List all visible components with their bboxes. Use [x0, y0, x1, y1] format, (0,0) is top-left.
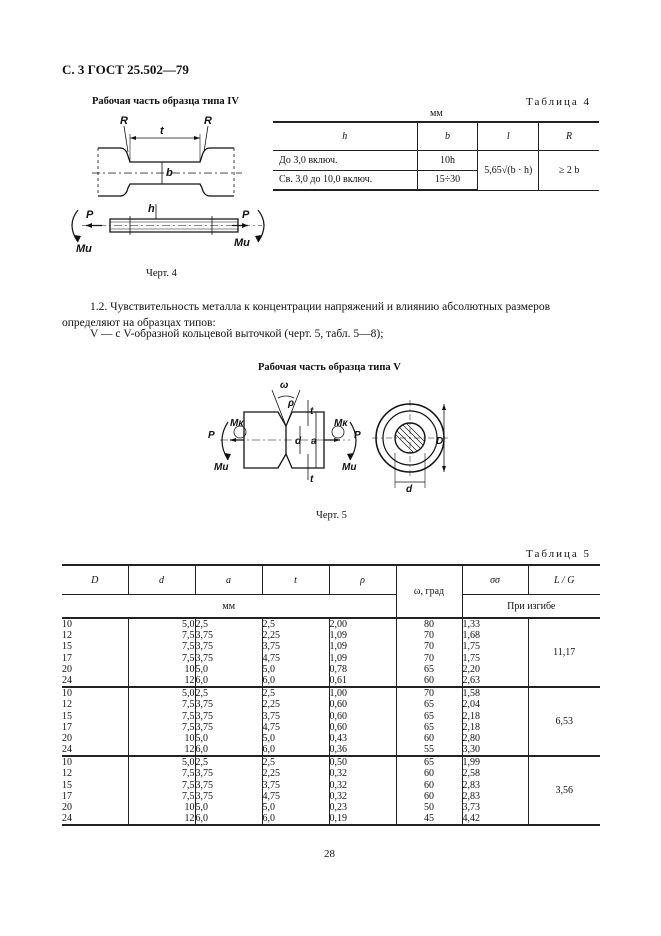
table-cell: 3,75 — [262, 779, 280, 791]
table5-group-2-a — [195, 687, 262, 756]
table5-group-2-d — [128, 687, 195, 756]
fig4-title: Рабочая часть образца типа IV — [92, 96, 239, 107]
table-cell: 60 — [424, 732, 434, 744]
table-cell: 80 — [424, 619, 434, 630]
table-cell: 15 — [62, 779, 72, 791]
fig5-label-mi1: Mи — [214, 462, 229, 473]
fig5-label-D: D — [436, 436, 444, 447]
table-cell: 10 — [62, 619, 72, 630]
fig4-label-t: t — [160, 125, 164, 137]
table-cell: 1,33 — [462, 619, 480, 630]
table-cell: 7,5 — [182, 790, 195, 802]
table-cell: 3,75 — [195, 768, 213, 780]
table-cell: 60 — [424, 790, 434, 802]
table5-group-3-d — [128, 756, 195, 825]
fig5-label-mi2: Mи — [342, 462, 357, 473]
table5-header-d: d — [128, 565, 195, 595]
fig4-caption: Черт. 4 — [146, 268, 177, 279]
table5-group-2-omega — [396, 687, 462, 756]
fig5-label-d: d — [295, 436, 302, 447]
table-cell: 0,43 — [329, 732, 347, 744]
table-cell: 2,18 — [462, 721, 480, 733]
table4-title: Таблица 4 — [526, 96, 592, 108]
fig4-label-r2: R — [204, 115, 212, 127]
table5-header-rho: ρ — [329, 565, 396, 595]
table-cell: 70 — [424, 630, 434, 642]
table-cell: 7,5 — [182, 779, 195, 791]
table-cell: 0,19 — [329, 813, 347, 825]
paragraph-type-v: V — с V-образной кольцевой выточкой (черт. 5, табл. 5—8); — [90, 328, 384, 340]
table-cell: 3,75 — [195, 630, 213, 642]
fig5-label-t1: t — [310, 406, 314, 417]
table5-group-1-rho — [329, 618, 396, 687]
table-cell: 5,0 — [195, 732, 208, 744]
fig4-label-b: b — [166, 167, 173, 179]
table4-row2-h: Св. 3,0 до 10,0 включ. — [273, 170, 417, 190]
table5-header-D: D — [62, 565, 128, 595]
table-cell: 17 — [62, 652, 72, 664]
fig5-label-omega: ω — [280, 380, 289, 391]
table-cell: 7,5 — [182, 721, 195, 733]
table-cell: 24 — [62, 674, 72, 686]
table-cell: 3,75 — [195, 710, 213, 722]
table-cell: 5,0 — [195, 663, 208, 675]
table5-header-t: t — [262, 565, 329, 595]
table-cell: 12 — [62, 699, 72, 711]
table5-unit-bend: При изгибе — [462, 595, 600, 619]
table5-group-1-sigma — [462, 618, 528, 687]
table-cell: 60 — [424, 674, 434, 686]
table-cell: 70 — [424, 641, 434, 653]
page-number: 28 — [324, 848, 335, 860]
table4-header-h: h — [273, 122, 417, 150]
table-cell: 45 — [424, 813, 434, 825]
table-cell: 1,99 — [462, 757, 480, 769]
table-cell: 6,0 — [262, 744, 275, 756]
table-cell: 2,63 — [462, 674, 480, 686]
table4-l-value: 5,65√(b · h) — [478, 150, 539, 190]
table-cell: 24 — [62, 744, 72, 756]
table-cell: 65 — [424, 721, 434, 733]
table-cell: 0,60 — [329, 710, 347, 722]
table-cell: 4,75 — [262, 652, 280, 664]
table5-group-3-sigma — [462, 756, 528, 825]
table-cell: 7,5 — [182, 710, 195, 722]
table-cell: 0,36 — [329, 744, 347, 756]
table-cell: 70 — [424, 688, 434, 700]
fig5-title: Рабочая часть образца типа V — [258, 362, 401, 373]
table-cell: 1,58 — [462, 688, 480, 700]
fig5-label-rho: ρ — [288, 398, 295, 409]
table-cell: 17 — [62, 790, 72, 802]
table-cell: 0,23 — [329, 802, 347, 813]
table-cell: 10 — [62, 757, 72, 769]
table5-title: Таблица 5 — [526, 548, 592, 560]
table-cell: 0,60 — [329, 721, 347, 733]
table-cell: 0,61 — [329, 674, 347, 686]
table5-header-lg: L / G — [528, 565, 600, 595]
table-cell: 5,0 — [262, 732, 275, 744]
table-row — [62, 687, 600, 756]
table-cell: 6,0 — [262, 813, 275, 825]
table-cell: 1,09 — [329, 652, 347, 664]
table4-row1-b: 10h — [417, 150, 478, 170]
table5-group-3-a — [195, 756, 262, 825]
fig5-label-a: a — [311, 436, 317, 447]
fig4-label-h: h — [148, 203, 155, 215]
table-cell: 12 — [184, 674, 195, 686]
table-cell: 0,78 — [329, 663, 347, 675]
fig4-label-p1: P — [86, 209, 94, 221]
fig4-label-m2: Mи — [234, 237, 250, 249]
table4-header-r: R — [539, 122, 599, 150]
table-cell: 0,32 — [329, 779, 347, 791]
table-cell: 0,60 — [329, 699, 347, 711]
table4 — [273, 121, 599, 191]
table5-body — [62, 618, 600, 825]
fig4-label-r1: R — [120, 115, 128, 127]
table-cell: 20 — [62, 732, 72, 744]
fig4-label-m1: Mи — [76, 243, 92, 255]
table-cell: 0,32 — [329, 768, 347, 780]
table-cell: 10 — [184, 732, 195, 744]
table-cell: 7,5 — [182, 652, 195, 664]
table-cell: 2,83 — [462, 790, 480, 802]
table-cell: 65 — [424, 699, 434, 711]
table-cell: 20 — [62, 663, 72, 675]
table-cell: 2,00 — [329, 619, 347, 630]
table-cell: 70 — [424, 652, 434, 664]
table-cell: 3,75 — [195, 721, 213, 733]
table-cell: 12 — [184, 813, 195, 825]
table4-row2-b: 15÷30 — [417, 170, 478, 190]
table-cell: 65 — [424, 663, 434, 675]
table-cell: 3,30 — [462, 744, 480, 756]
fig4-label-p2: P — [242, 209, 250, 221]
table-cell: 1,75 — [462, 652, 480, 664]
table5-group-1-D — [62, 618, 128, 687]
table5-header-sigma: σσ — [462, 565, 528, 595]
table-cell: 7,5 — [182, 699, 195, 711]
table-cell: 3,75 — [195, 790, 213, 802]
table5-group-2-t — [262, 687, 329, 756]
table-cell: 2,25 — [262, 768, 280, 780]
table-cell: 1,09 — [329, 641, 347, 653]
table5-group-3-t — [262, 756, 329, 825]
table5-group-3-omega — [396, 756, 462, 825]
table-cell: 10 — [184, 663, 195, 675]
table-cell: 3,75 — [195, 699, 213, 711]
table-cell: 60 — [424, 779, 434, 791]
fig5-label-d2: d — [406, 484, 413, 495]
table4-r-value: ≥ 2 b — [539, 150, 599, 190]
table-cell: 5,0 — [262, 663, 275, 675]
table5-group-2-sigma — [462, 687, 528, 756]
table-cell: 5,0 — [182, 619, 195, 630]
table-cell: 2,5 — [195, 619, 208, 630]
table-cell: 2,83 — [462, 779, 480, 791]
table-cell: 1,75 — [462, 641, 480, 653]
table5-group-2-rho — [329, 687, 396, 756]
fig5-drawing — [200, 378, 460, 496]
table-cell: 6,0 — [195, 813, 208, 825]
table-cell: 2,25 — [262, 630, 280, 642]
table5-group-1-t — [262, 618, 329, 687]
table-cell: 2,5 — [262, 757, 275, 769]
table-cell: 2,20 — [462, 663, 480, 675]
table-cell: 10 — [184, 802, 195, 813]
table-cell: 2,18 — [462, 710, 480, 722]
table-cell: 4,75 — [262, 721, 280, 733]
table-cell: 3,75 — [195, 641, 213, 653]
fig4-drawing — [62, 112, 272, 262]
table4-header-l: l — [478, 122, 539, 150]
table-cell: 0,32 — [329, 790, 347, 802]
table-cell: 24 — [62, 813, 72, 825]
table-cell: 3,73 — [462, 802, 480, 813]
table-cell: 1,68 — [462, 630, 480, 642]
table5-group-3-rho — [329, 756, 396, 825]
table-cell: 55 — [424, 744, 434, 756]
table-cell: 2,25 — [262, 699, 280, 711]
table5-group-1-lg: 11,17 — [528, 618, 600, 687]
table4-header-b: b — [417, 122, 478, 150]
table-cell: 3,75 — [195, 652, 213, 664]
table5 — [62, 564, 600, 826]
table-cell: 2,5 — [262, 619, 275, 630]
table-cell: 4,75 — [262, 790, 280, 802]
table-cell: 5,0 — [195, 802, 208, 813]
table-row — [62, 756, 600, 825]
table-cell: 12 — [62, 768, 72, 780]
fig5-label-p1: P — [208, 430, 215, 441]
table-cell: 1,09 — [329, 630, 347, 642]
table5-header-a: a — [195, 565, 262, 595]
fig5-label-t2: t — [310, 474, 314, 485]
fig5-label-p2: P — [354, 430, 361, 441]
table-cell: 65 — [424, 757, 434, 769]
table-cell: 15 — [62, 641, 72, 653]
table5-group-3-D — [62, 756, 128, 825]
fig5-label-mk2: Mк — [334, 418, 348, 429]
table4-unit: мм — [430, 108, 443, 119]
table-cell: 12 — [184, 744, 195, 756]
table-cell: 6,0 — [262, 674, 275, 686]
table5-group-3-lg: 3,56 — [528, 756, 600, 825]
table-cell: 4,42 — [462, 813, 480, 825]
table-cell: 3,75 — [262, 641, 280, 653]
table-cell: 12 — [62, 630, 72, 642]
table-cell: 7,5 — [182, 641, 195, 653]
table-cell: 15 — [62, 710, 72, 722]
table5-unit-mm: мм — [62, 595, 396, 619]
table-row — [62, 618, 600, 687]
table5-group-1-omega — [396, 618, 462, 687]
table-cell: 5,0 — [182, 688, 195, 700]
table-cell: 6,0 — [195, 744, 208, 756]
table5-header-omega: ω, град — [396, 565, 462, 618]
table-cell: 2,5 — [195, 688, 208, 700]
table-cell: 6,0 — [195, 674, 208, 686]
fig5-label-mk1: Mк — [230, 418, 244, 429]
table-cell: 10 — [62, 688, 72, 700]
table5-group-2-D — [62, 687, 128, 756]
table-cell: 5,0 — [182, 757, 195, 769]
table-cell: 17 — [62, 721, 72, 733]
table-cell: 2,04 — [462, 699, 480, 711]
table-cell: 7,5 — [182, 630, 195, 642]
table4-row1-h: До 3,0 включ. — [273, 150, 417, 170]
table-cell: 1,00 — [329, 688, 347, 700]
table-cell: 20 — [62, 802, 72, 813]
table5-group-1-d — [128, 618, 195, 687]
table-cell: 60 — [424, 768, 434, 780]
table5-group-1-a — [195, 618, 262, 687]
fig5-caption: Черт. 5 — [316, 510, 347, 521]
table-cell: 3,75 — [195, 779, 213, 791]
table-cell: 2,58 — [462, 768, 480, 780]
table-cell: 2,5 — [262, 688, 275, 700]
table-cell: 65 — [424, 710, 434, 722]
table-cell: 5,0 — [262, 802, 275, 813]
page-header: С. 3 ГОСТ 25.502—79 — [62, 62, 189, 77]
table-cell: 2,5 — [195, 757, 208, 769]
paragraph-1-2: 1.2. Чувствительность металла к концентрации напряжений и влиянию абсолютных размеров определяют на образцах типов: — [62, 301, 551, 329]
table-cell: 3,75 — [262, 710, 280, 722]
table5-group-2-lg: 6,53 — [528, 687, 600, 756]
table-cell: 2,80 — [462, 732, 480, 744]
table-cell: 50 — [424, 802, 434, 813]
table-cell: 0,50 — [329, 757, 347, 769]
table-cell: 7,5 — [182, 768, 195, 780]
